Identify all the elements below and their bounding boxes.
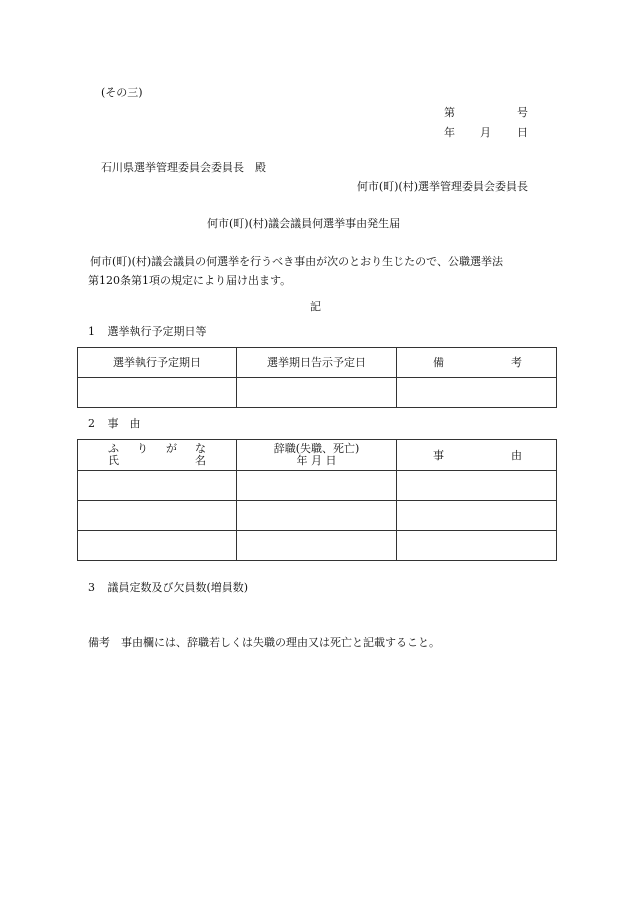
- name-char: 名: [195, 454, 206, 467]
- resignation-date-cell[interactable]: [237, 501, 397, 531]
- body-text-line-1: 何市(町)(村)議会議員の何選挙を行うべき事由が次のとおり生じたので、公職選挙法: [90, 255, 503, 268]
- furigana-row: [108, 443, 206, 455]
- schedule-table: [77, 347, 557, 408]
- resignation-date-label: [237, 455, 396, 467]
- remarks-char-1: 備: [433, 356, 444, 369]
- remarks-char-2: 考: [511, 356, 522, 369]
- kana-char: り: [137, 442, 148, 456]
- addressee: 石川県選挙管理委員会委員長 殿: [101, 161, 266, 174]
- reason-cell[interactable]: [397, 471, 557, 501]
- schedule-table-header-row: [78, 348, 557, 378]
- section-2-label: 事 由: [107, 417, 141, 430]
- header-election-date: 選挙執行予定期日: [78, 348, 237, 378]
- section-3-heading: [88, 582, 248, 593]
- header-announcement-date: 選挙期日告示予定日: [237, 348, 397, 378]
- reason-table-row: [78, 501, 557, 531]
- header-remarks: [397, 348, 557, 378]
- schedule-table-row: [78, 378, 557, 408]
- reason-table-row: [78, 471, 557, 501]
- remarks-cell[interactable]: [397, 378, 557, 408]
- section-2-heading: [88, 418, 141, 429]
- header-resignation: [237, 440, 397, 471]
- section-1-heading: [88, 326, 207, 337]
- section-1-label: 選挙執行予定期日等: [107, 325, 207, 338]
- election-date-cell[interactable]: [78, 378, 237, 408]
- header-reason: [397, 440, 557, 471]
- body-text-line-2: 第120条第1項の規定により届け出ます。: [88, 274, 292, 287]
- day-label: 日: [325, 454, 337, 467]
- doc-number-suffix: 号: [517, 106, 528, 119]
- name-cell[interactable]: [78, 471, 237, 501]
- kana-char: が: [166, 442, 177, 456]
- date-year: 年: [444, 126, 455, 139]
- reason-char-2: 由: [511, 448, 522, 462]
- month-label: 月: [311, 454, 322, 467]
- section-3-number: 3: [88, 581, 95, 594]
- kana-char: な: [195, 442, 206, 456]
- resignation-date-cell[interactable]: [237, 471, 397, 501]
- date-month: 月: [480, 126, 491, 139]
- announcement-date-cell[interactable]: [237, 378, 397, 408]
- name-cell[interactable]: [78, 501, 237, 531]
- year-label: 年: [296, 454, 308, 467]
- reason-cell[interactable]: [397, 501, 557, 531]
- kana-char: ふ: [108, 442, 119, 456]
- reason-table-row: [78, 531, 557, 561]
- ki-heading: 記: [310, 300, 321, 313]
- resignation-date-cell[interactable]: [237, 531, 397, 561]
- resignation-label: 辞職(失職、死亡): [273, 442, 360, 456]
- section-3-label: 議員定数及び欠員数(増員数): [107, 581, 249, 594]
- remarks-note: 備考 事由欄には、辞職若しくは失職の理由又は死亡と記載すること。: [88, 636, 440, 649]
- reason-table: [77, 439, 557, 561]
- form-number: (その三): [101, 86, 143, 99]
- document-title: 何市(町)(村)議会議員何選挙事由発生届: [207, 217, 401, 230]
- reason-char-1: 事: [433, 448, 444, 462]
- name-cell[interactable]: [78, 531, 237, 561]
- sender: 何市(町)(村)選挙管理委員会委員長: [356, 180, 528, 193]
- name-row: [108, 455, 206, 467]
- header-name: [78, 440, 237, 471]
- doc-number-prefix: 第: [444, 106, 455, 119]
- name-char: 氏: [108, 454, 119, 467]
- reason-cell[interactable]: [397, 531, 557, 561]
- section-2-number: 2: [88, 417, 95, 430]
- section-1-number: 1: [88, 325, 95, 338]
- date-day: 日: [517, 126, 528, 139]
- reason-table-header-row: [78, 440, 557, 471]
